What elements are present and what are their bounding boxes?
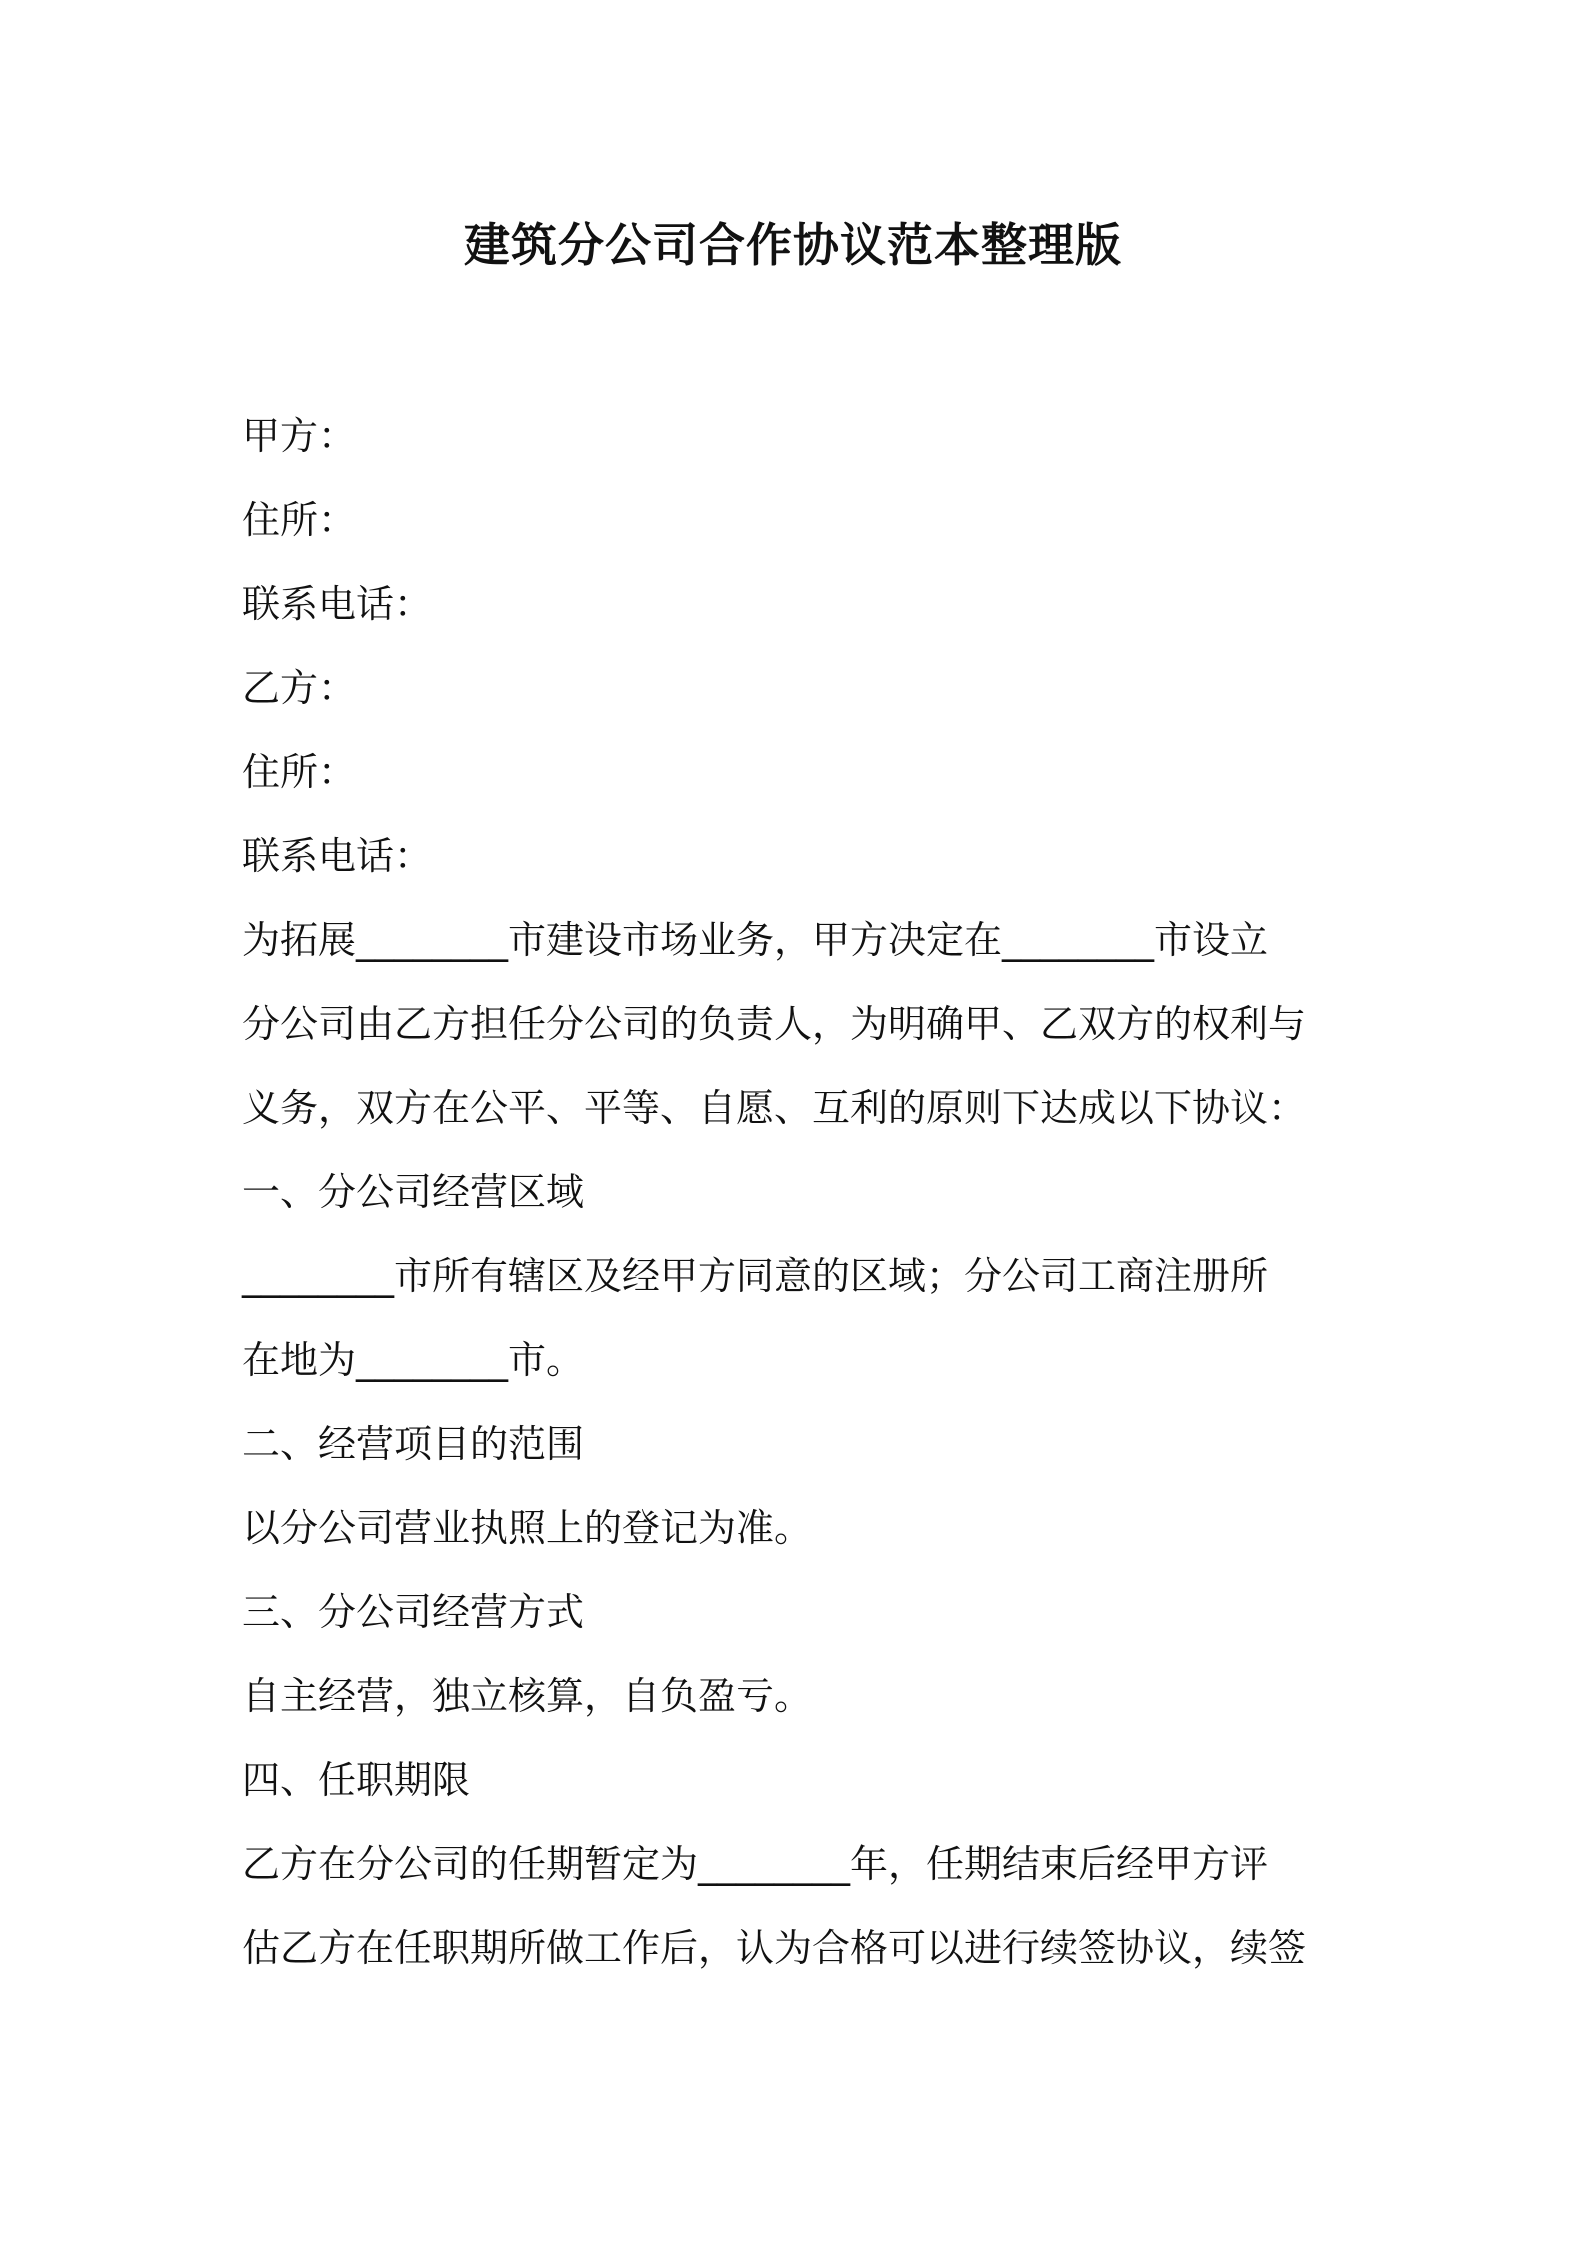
section-body-line: 自主经营，独立核算，自负盈亏。 — [242, 1674, 813, 1718]
section-body-line: 在地为________市。 — [242, 1338, 585, 1382]
party-b-label: 乙方： — [242, 666, 357, 710]
section-body-line: 乙方在分公司的任期暂定为________年，任期结束后经甲方评 — [242, 1842, 1269, 1886]
section-heading-1: 一、分公司经营区域 — [242, 1170, 585, 1214]
section-body-line: 估乙方在任职期所做工作后，认为合格可以进行续签协议，续签 — [242, 1926, 1307, 1970]
preamble-line: 为拓展________市建设市场业务，甲方决定在________市设立 — [242, 918, 1269, 962]
preamble-line: 分公司由乙方担任分公司的负责人，为明确甲、乙双方的权利与 — [242, 1002, 1307, 1046]
section-heading-3: 三、分公司经营方式 — [242, 1590, 585, 1634]
document-title: 建筑分公司合作协议范本整理版 — [464, 218, 1122, 272]
party-a-label: 甲方： — [242, 414, 357, 458]
party-b-phone-label: 联系电话： — [242, 834, 433, 878]
party-a-phone-label: 联系电话： — [242, 582, 433, 626]
party-a-address-label: 住所： — [242, 498, 357, 542]
section-heading-2: 二、经营项目的范围 — [242, 1422, 585, 1466]
party-b-address-label: 住所： — [242, 750, 357, 794]
section-body-line: 以分公司营业执照上的登记为准。 — [242, 1506, 813, 1550]
section-heading-4: 四、任职期限 — [242, 1758, 471, 1802]
section-body-line: ________市所有辖区及经甲方同意的区域；分公司工商注册所 — [242, 1254, 1269, 1298]
preamble-line: 义务，双方在公平、平等、自愿、互利的原则下达成以下协议： — [242, 1086, 1307, 1130]
